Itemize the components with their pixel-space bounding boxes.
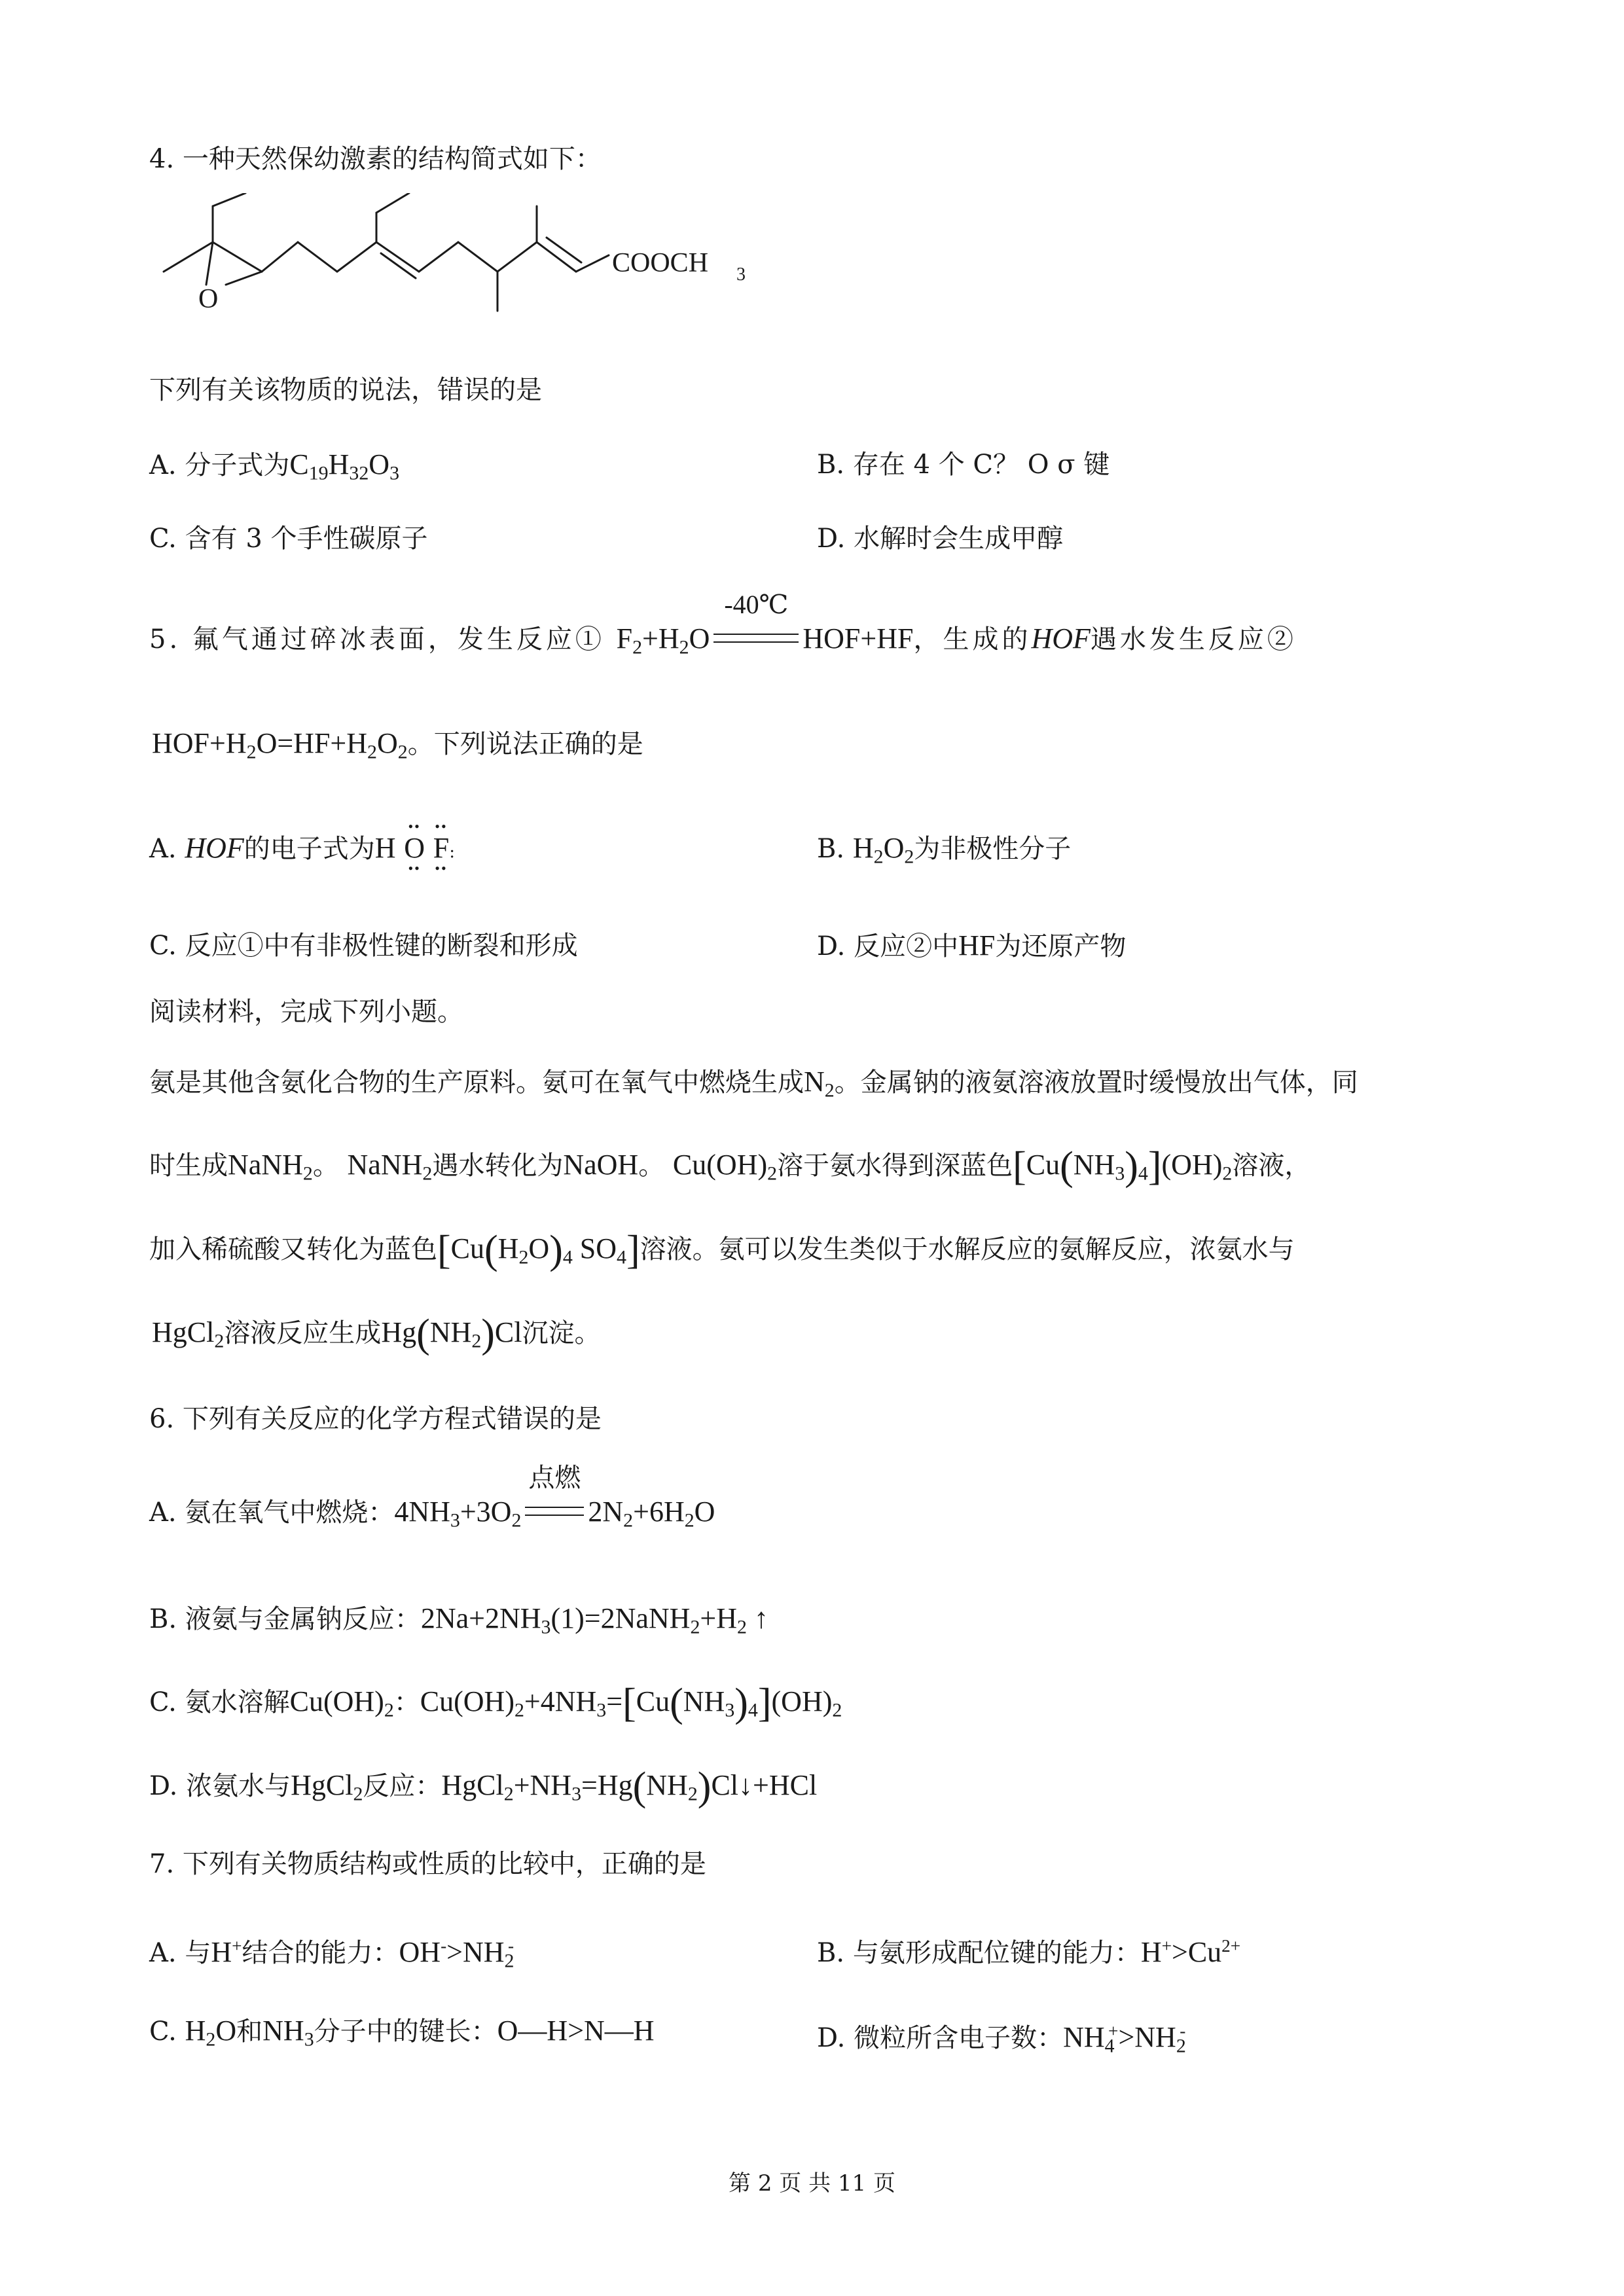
electron-O: •• O •• (404, 818, 425, 876)
q5-stem-line2: $HOF+H_2O=HF+H_2O_2$。下列说法正确的是 (152, 727, 643, 763)
material-intro: 阅读材料，完成下列小题。 (149, 997, 463, 1027)
q5-option-b: B. $H_2O_2$为非极性分子 (817, 832, 1072, 868)
material-line4: HgCl$_2$溶液反应生成$Hg(NH_2)Cl$沉淀。 (152, 1312, 601, 1356)
bond (164, 242, 213, 272)
material-line2: 时生成NaNH$_2$。 NaNH$_2$遇水转化为NaOH。 $Cu(OH)_2$溶于氨水得到深蓝色$[Cu(NH_3)_4](OH)_2$溶液， (149, 1144, 1311, 1189)
q7-option-a: A. 与H+结合的能力：$OH^->NH_2^-$ (149, 1936, 514, 1972)
bond (376, 242, 419, 272)
q6-option-b: B. 液氨与金属钠反应：$2Na+2NH_3(1)=2NaNH_2+H_2$ ↑ (149, 1602, 768, 1638)
q6-option-a: A. 氨在氧气中燃烧：$4NH_3+3O_2$ 点燃 $2N_2+6H_2O$ (149, 1463, 715, 1532)
q5-stem-line1: 5. 氟气通过碎冰表面，发生反应① $F_2+H_2O$ -40℃ HOF+HF，生成的HOF遇水发生反应② (149, 590, 1297, 658)
bond (213, 242, 262, 272)
q5-option-a: A. HOF的电子式为H •• O •• •• F •• : (149, 818, 456, 876)
q4-option-d: D. 水解时会生成甲醇 (817, 524, 1064, 554)
page-footer: 第 2 页 共 11 页 (729, 2170, 895, 2197)
q7-option-b: B. 与氨形成配位键的能力：$H^+>Cu^{2+}$ (817, 1936, 1241, 1968)
q7-option-d: D. 微粒所含电子数：$NH_4^+>NH_2^-$ (817, 2021, 1186, 2057)
q4-structure (157, 193, 772, 357)
bond (419, 242, 458, 272)
q6-option-d: D. 浓氨水与HgCl$_2$反应：$HgCl_2+NH_3=Hg(NH_2)Cl↓+HCl$ (149, 1765, 818, 1809)
q4-option-a: A. 分子式为$C_{19}H_{32}O_3$ (149, 448, 400, 484)
bond (206, 242, 213, 285)
material-line1: 氨是其他含氨化合物的生产原料。氨可在氧气中燃烧生成$N_2$。金属钠的液氨溶液放置时缓慢放出气体，同 (149, 1066, 1358, 1102)
electron-F: •• F •• (433, 818, 450, 876)
bond (576, 255, 609, 272)
q6-option-c: C. 氨水溶解$Cu(OH)_2$：$Cu(OH)_2+4NH_3=[Cu(NH_3)_4](OH)_2$ (149, 1681, 842, 1725)
q4-stem: 4. 一种天然保幼激素的结构简式如下： (149, 144, 602, 174)
q4-ester-sub: 3 (736, 264, 746, 285)
q4-ring-O: O (198, 284, 219, 314)
q4-option-b: B. 存在 4 个 C？ O σ 键 (817, 450, 1110, 480)
bond (262, 242, 298, 272)
q5-option-c: C. 反应①中有非极性键的断裂和形成 (149, 931, 578, 961)
q4-option-c: C. 含有 3 个手性碳原子 (149, 524, 428, 554)
q4-ester: COOCH (612, 248, 709, 278)
q4-prompt: 下列有关该物质的说法，错误的是 (149, 375, 542, 405)
bond (226, 272, 262, 285)
bond (213, 193, 245, 206)
reaction-condition: 点燃 (521, 1494, 588, 1530)
bond (376, 193, 409, 213)
bond (458, 242, 497, 272)
material-line3: 加入稀硫酸又转化为蓝色[$Cu(H_2O)_4$ $SO_4$]溶液。氨可以发生类似于水解反应的氨解反应，浓氨水与 (149, 1228, 1295, 1272)
double-bond (547, 238, 581, 262)
bond (537, 242, 576, 272)
bond (497, 242, 537, 272)
q7-stem: 7. 下列有关物质结构或性质的比较中，正确的是 (149, 1849, 706, 1879)
reaction-condition: -40℃ (710, 620, 803, 657)
q6-stem: 6. 下列有关反应的化学方程式错误的是 (149, 1404, 602, 1434)
bond (298, 242, 337, 272)
bond (337, 242, 376, 272)
q7-option-c: C. $H_2O$和$NH_3$分子中的键长：O—H>N—H (149, 2015, 655, 2051)
q5-option-d: D. 反应②中HF为还原产物 (817, 929, 1127, 961)
